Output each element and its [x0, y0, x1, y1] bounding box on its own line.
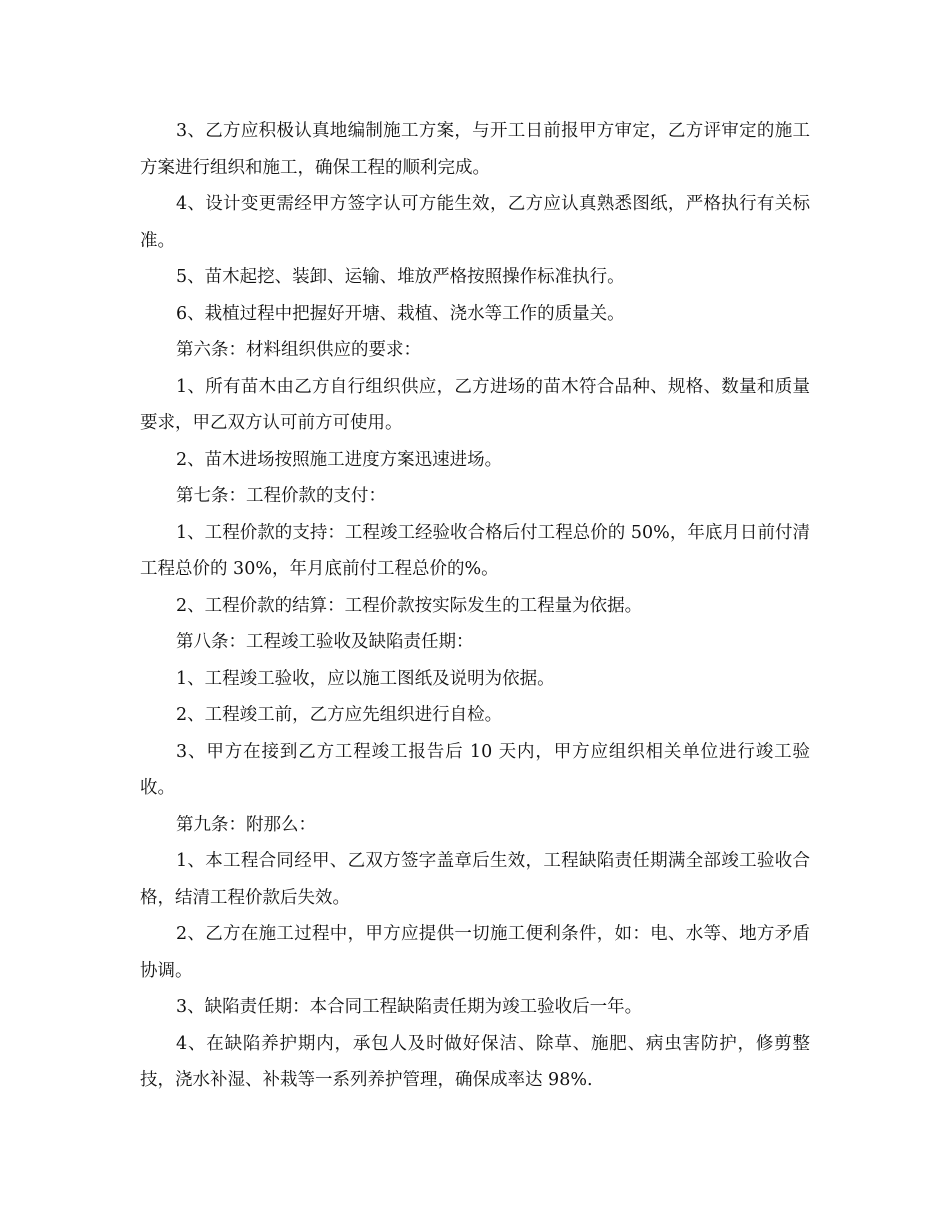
- paragraph-clause-6-item-1: 1、所有苗木由乙方自行组织供应，乙方进场的苗木符合品种、规格、数量和质量要求，甲乙双方认可前方可使用。: [140, 376, 810, 433]
- paragraph-clause-8-item-2: 2、工程竣工前，乙方应先组织进行自检。: [176, 705, 503, 725]
- paragraph-clause-5-item-4: 4、设计变更需经甲方签字认可方能生效，乙方应认真熟悉图纸，严格执行有关标准。: [140, 194, 810, 251]
- heading-clause-8: 第八条：工程竣工验收及缺陷责任期：: [176, 632, 474, 652]
- paragraph-clause-5-item-5: 5、苗木起挖、装卸、运输、堆放严格按照操作标准执行。: [176, 267, 625, 287]
- document-body: [140, 113, 810, 1099]
- paragraph-clause-9-item-3: 3、缺陷责任期：本合同工程缺陷责任期为竣工验收后一年。: [176, 997, 643, 1017]
- paragraph-clause-8-item-1: 1、工程竣工验收，应以施工图纸及说明为依据。: [176, 668, 555, 689]
- paragraph-clause-7-item-2: 2、工程价款的结算：工程价款按实际发生的工程量为依据。: [176, 595, 643, 616]
- paragraph-clause-8-item-3: 3、甲方在接到乙方工程竣工报告后 10 天内，甲方应组织相关单位进行竣工验收。: [140, 741, 810, 798]
- paragraph-clause-9-item-1: 1、本工程合同经甲、乙双方签字盖章后生效，工程缺陷责任期满全部竣工验收合格，结清工程价款后失效。: [140, 851, 810, 908]
- heading-clause-6: 第六条：材料组织供应的要求：: [176, 340, 421, 360]
- paragraph-clause-5-item-6: 6、栽植过程中把握好开塘、栽植、浇水等工作的质量关。: [176, 303, 625, 324]
- heading-clause-7: 第七条：工程价款的支付：: [176, 486, 386, 506]
- paragraph-clause-9-item-2: 2、乙方在施工过程中，甲方应提供一切施工便利条件，如：电、水等、地方矛盾协调。: [140, 924, 810, 981]
- paragraph-clause-7-item-1: 1、工程价款的支持：工程竣工经验收合格后付工程总价的 50%，年底月日前付清工程总价的 30%，年月底前付工程总价的%。: [140, 522, 810, 579]
- paragraph-clause-9-item-4: 4、在缺陷养护期内，承包人及时做好保洁、除草、施肥、病虫害防护，修剪整技，浇水补湿、补栽等一系列养护管理，确保成率达 98%.: [140, 1033, 810, 1090]
- paragraph-clause-5-item-3: 3、乙方应积极认真地编制施工方案，与开工日前报甲方审定，乙方评审定的施工方案进行组织和施工，确保工程的顺利完成。: [140, 121, 810, 178]
- heading-clause-9: 第九条：附那么：: [176, 814, 316, 835]
- paragraph-clause-6-item-2: 2、苗木进场按照施工进度方案迅速进场。: [176, 449, 503, 470]
